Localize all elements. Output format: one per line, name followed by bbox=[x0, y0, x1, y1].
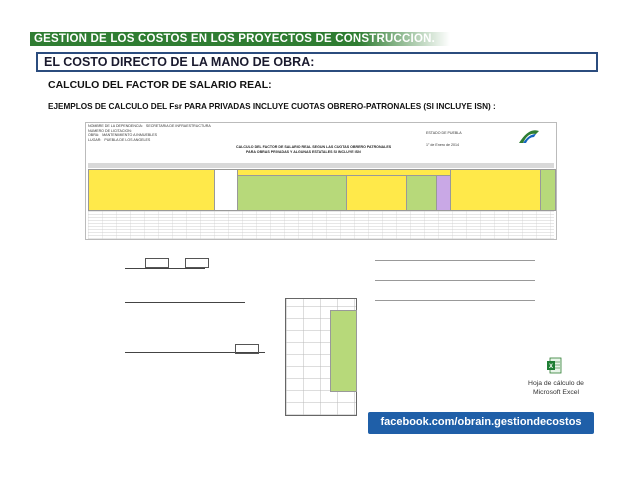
sheet-header-value: MANTENIMIENTO A INMUEBLES bbox=[102, 133, 158, 138]
sheet-logo bbox=[516, 125, 542, 147]
fraction-line bbox=[125, 268, 205, 269]
calc-rule bbox=[375, 300, 535, 301]
sheet-header-label: OBRA: bbox=[88, 133, 100, 138]
sheet-divider bbox=[88, 163, 554, 168]
excel-icon[interactable] bbox=[546, 357, 562, 374]
calc-rule bbox=[375, 280, 535, 281]
calc-rule bbox=[375, 260, 535, 261]
formula-box bbox=[145, 258, 169, 268]
sheet-title: CALCULO DEL FACTOR DE SALARIO REAL SEGUN LAS CUOTAS OBRERO PATRONALES bbox=[236, 145, 392, 149]
calc-green-column bbox=[330, 310, 357, 392]
fraction-line bbox=[125, 302, 245, 303]
sheet-header-label: LUGAR: bbox=[88, 137, 102, 142]
header-cell bbox=[406, 175, 438, 211]
header-cell bbox=[450, 169, 542, 211]
formula-box bbox=[185, 258, 209, 268]
banner bbox=[30, 32, 450, 46]
excel-caption[interactable]: Hoja de cálculo de Microsoft Excel bbox=[528, 380, 584, 396]
banner-title: GESTION DE LOS COSTOS EN LOS PROYECTOS DE CONSTRUCCION. bbox=[34, 33, 435, 45]
header-cell bbox=[236, 175, 348, 211]
calculation-image bbox=[85, 240, 555, 418]
sheet-subtitle: PARA OBRAS PRIVADAS Y ALGUNAS ESTATALES SI INCLUYE ISN bbox=[246, 150, 361, 154]
facebook-link-label[interactable]: facebook.com/obrain.gestiondecostos bbox=[380, 416, 582, 428]
header-cell bbox=[540, 169, 556, 211]
section-heading bbox=[36, 52, 598, 72]
sheet-date: 1° de Enero de 2014 bbox=[426, 143, 460, 147]
sheet-header-value: SECRETARIA DE INFRAESTRUCTURA bbox=[145, 124, 211, 128]
sheet-header-label: NUMERO DE LICITACION: bbox=[88, 128, 132, 133]
sheet-header bbox=[88, 124, 211, 142]
header-cell bbox=[88, 169, 216, 211]
header-cell bbox=[346, 175, 408, 211]
spreadsheet-image bbox=[85, 122, 557, 240]
section-title: EL COSTO DIRECTO DE LA MANO DE OBRA: bbox=[44, 55, 315, 69]
header-cell bbox=[214, 169, 238, 211]
calc-label: CALCULO DEL FACTOR DE SALARIO REAL: bbox=[48, 79, 272, 91]
examples-label: EJEMPLOS DE CALCULO DEL Fsr PARA PRIVADAS INCLUYE CUOTAS OBRERO-PATRONALES (SI INCLUYE ISN) : bbox=[48, 102, 496, 111]
sheet-header-label: NOMBRE DE LA DEPENDENCIA: bbox=[88, 124, 143, 128]
formula-box bbox=[235, 344, 259, 354]
sheet-company: ESTADO DE PUEBLA bbox=[426, 131, 462, 135]
facebook-link[interactable] bbox=[368, 412, 594, 434]
sheet-data-grid bbox=[88, 211, 554, 239]
sheet-header-value: PUEBLA DE LOS ANGELES bbox=[104, 137, 151, 142]
svg-text:X: X bbox=[548, 364, 554, 370]
